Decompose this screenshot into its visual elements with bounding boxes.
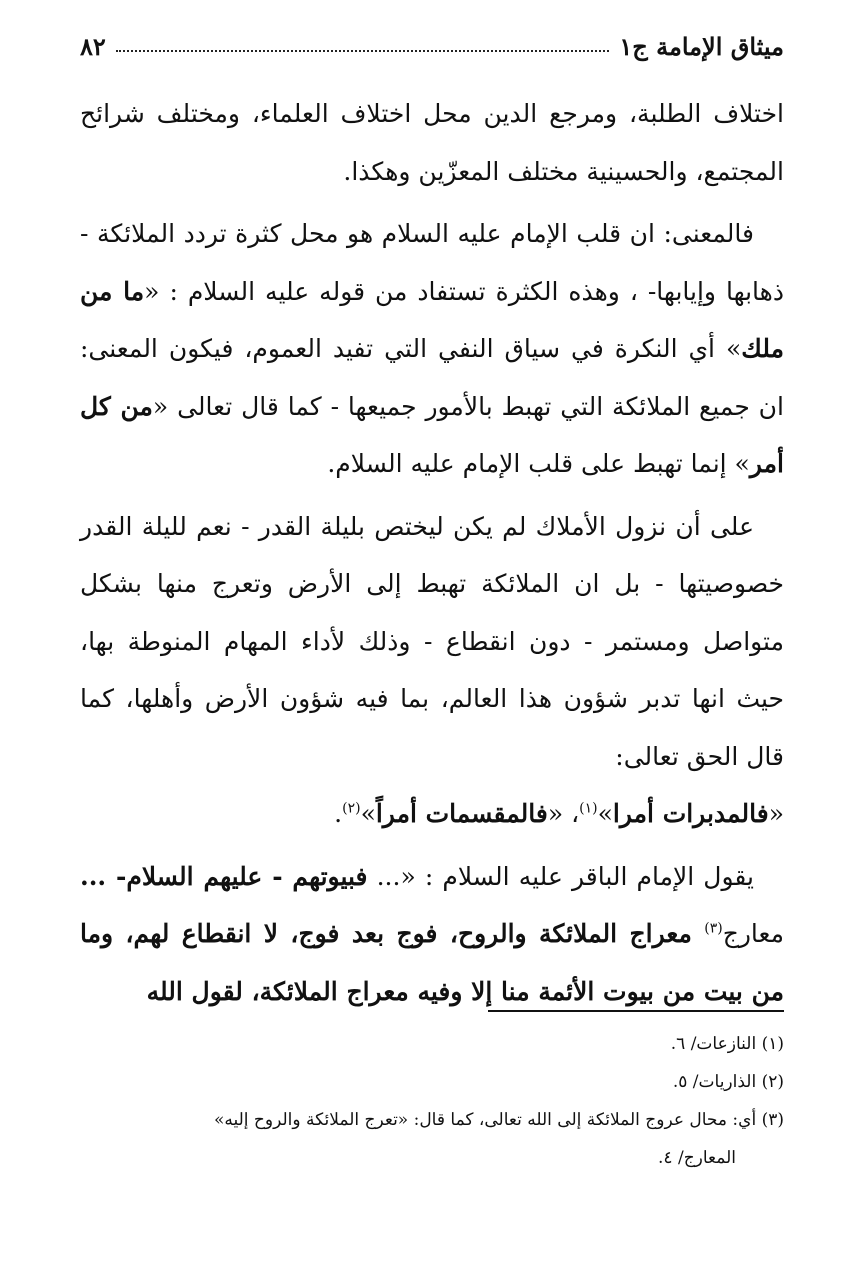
hadith-quote-3: معراج الملائكة والروح، فوج بعد فوج، لا انقطاع لهم، وما من بيت من بيوت الأئمة منا إلا وفيه معراج الملائكة، لقول الله (80, 919, 784, 1006)
footnote-3-continuation: المعارج/ ٤. (658, 1148, 736, 1168)
paragraph-2-post: » إنما تهبط على قلب الإمام عليه السلام. (327, 449, 750, 478)
quran-quote-2: فالمدبرات أمرا (612, 799, 769, 828)
paragraph-1 (80, 85, 784, 200)
running-header (80, 28, 784, 64)
hadith-quote-2: فبيوتهم - عليهم السلام- ... (80, 861, 368, 891)
paragraph-4-mid: معارج (722, 919, 784, 948)
quran-quote-3: فالمقسمات أمراً (375, 799, 548, 828)
quran-quote-1: من كل أمر (80, 391, 784, 478)
paragraph-2-pre: فالمعنى: ان قلب الإمام عليه السلام هو محل كثرة تردد الملائكة - ذهابها وإيابها- ، وهذه الكثرة تستفاد من قوله عليه السلام : « (80, 219, 784, 306)
paragraph-4-pre: يقول الإمام الباقر عليه السلام : «... (367, 861, 754, 891)
hadith-quote-1: ما من ملك (80, 276, 784, 363)
footnote-ref-3[interactable]: (٣) (704, 920, 723, 937)
header-dotted-leader (116, 50, 610, 52)
footnote-1: (١) النازعات/ ٦. (670, 1034, 784, 1054)
paragraph-2-mid: » أي النكرة في سياق النفي التي تفيد العموم، فيكون المعنى: ان جميع الملائكة التي تهبط بالأمور جميعها - كما قال تعالى « (80, 334, 784, 421)
footnote-ref-1[interactable]: (١) (579, 800, 598, 817)
paragraph-4 (80, 848, 784, 1021)
paragraph-2 (80, 205, 784, 493)
page-number: ٨٢ (80, 31, 106, 61)
paragraph-3-q1-close: » (597, 799, 613, 828)
footnote-separator (488, 1010, 784, 1012)
paragraph-3-end: . (334, 799, 343, 828)
book-title: ميثاق الإمامة ج١ (619, 31, 784, 61)
paragraph-3 (80, 498, 784, 843)
paragraph-1-text: اختلاف الطلبة، ومرجع الدين محل اختلاف العلماء، ومختلف شرائح المجتمع، والحسينية مختلف المعزّين وهكذا. (80, 99, 784, 186)
footnote-ref-2[interactable]: (٢) (342, 800, 361, 817)
paragraph-3-sep: ، « (547, 799, 580, 828)
paragraph-3-q2-close: » (360, 799, 376, 828)
footnote-3: (٣) أي: محال عروج الملائكة إلى الله تعالى، كما قال: «تعرج الملائكة والروح إليه» (213, 1110, 784, 1130)
footnotes (80, 1025, 784, 1177)
paragraph-3-text: على أن نزول الأملاك لم يكن ليختص بليلة القدر - نعم لليلة القدر خصوصيتها - بل ان الملائكة تهبط إلى الأرض وتعرج منها بشكل متواصل ومستمر - دون انقطاع - وذلك لأداء المهام المنوطة بها، حيث انها تدبر شؤون هذا العالم، بما فيه شؤون الأرض وأهلها، كما قال الحق تعالى: (80, 511, 784, 771)
main-text (80, 85, 784, 1025)
paragraph-3-q1-open: « (768, 799, 784, 828)
footnote-2: (٢) الذاريات/ ٥. (672, 1072, 784, 1092)
